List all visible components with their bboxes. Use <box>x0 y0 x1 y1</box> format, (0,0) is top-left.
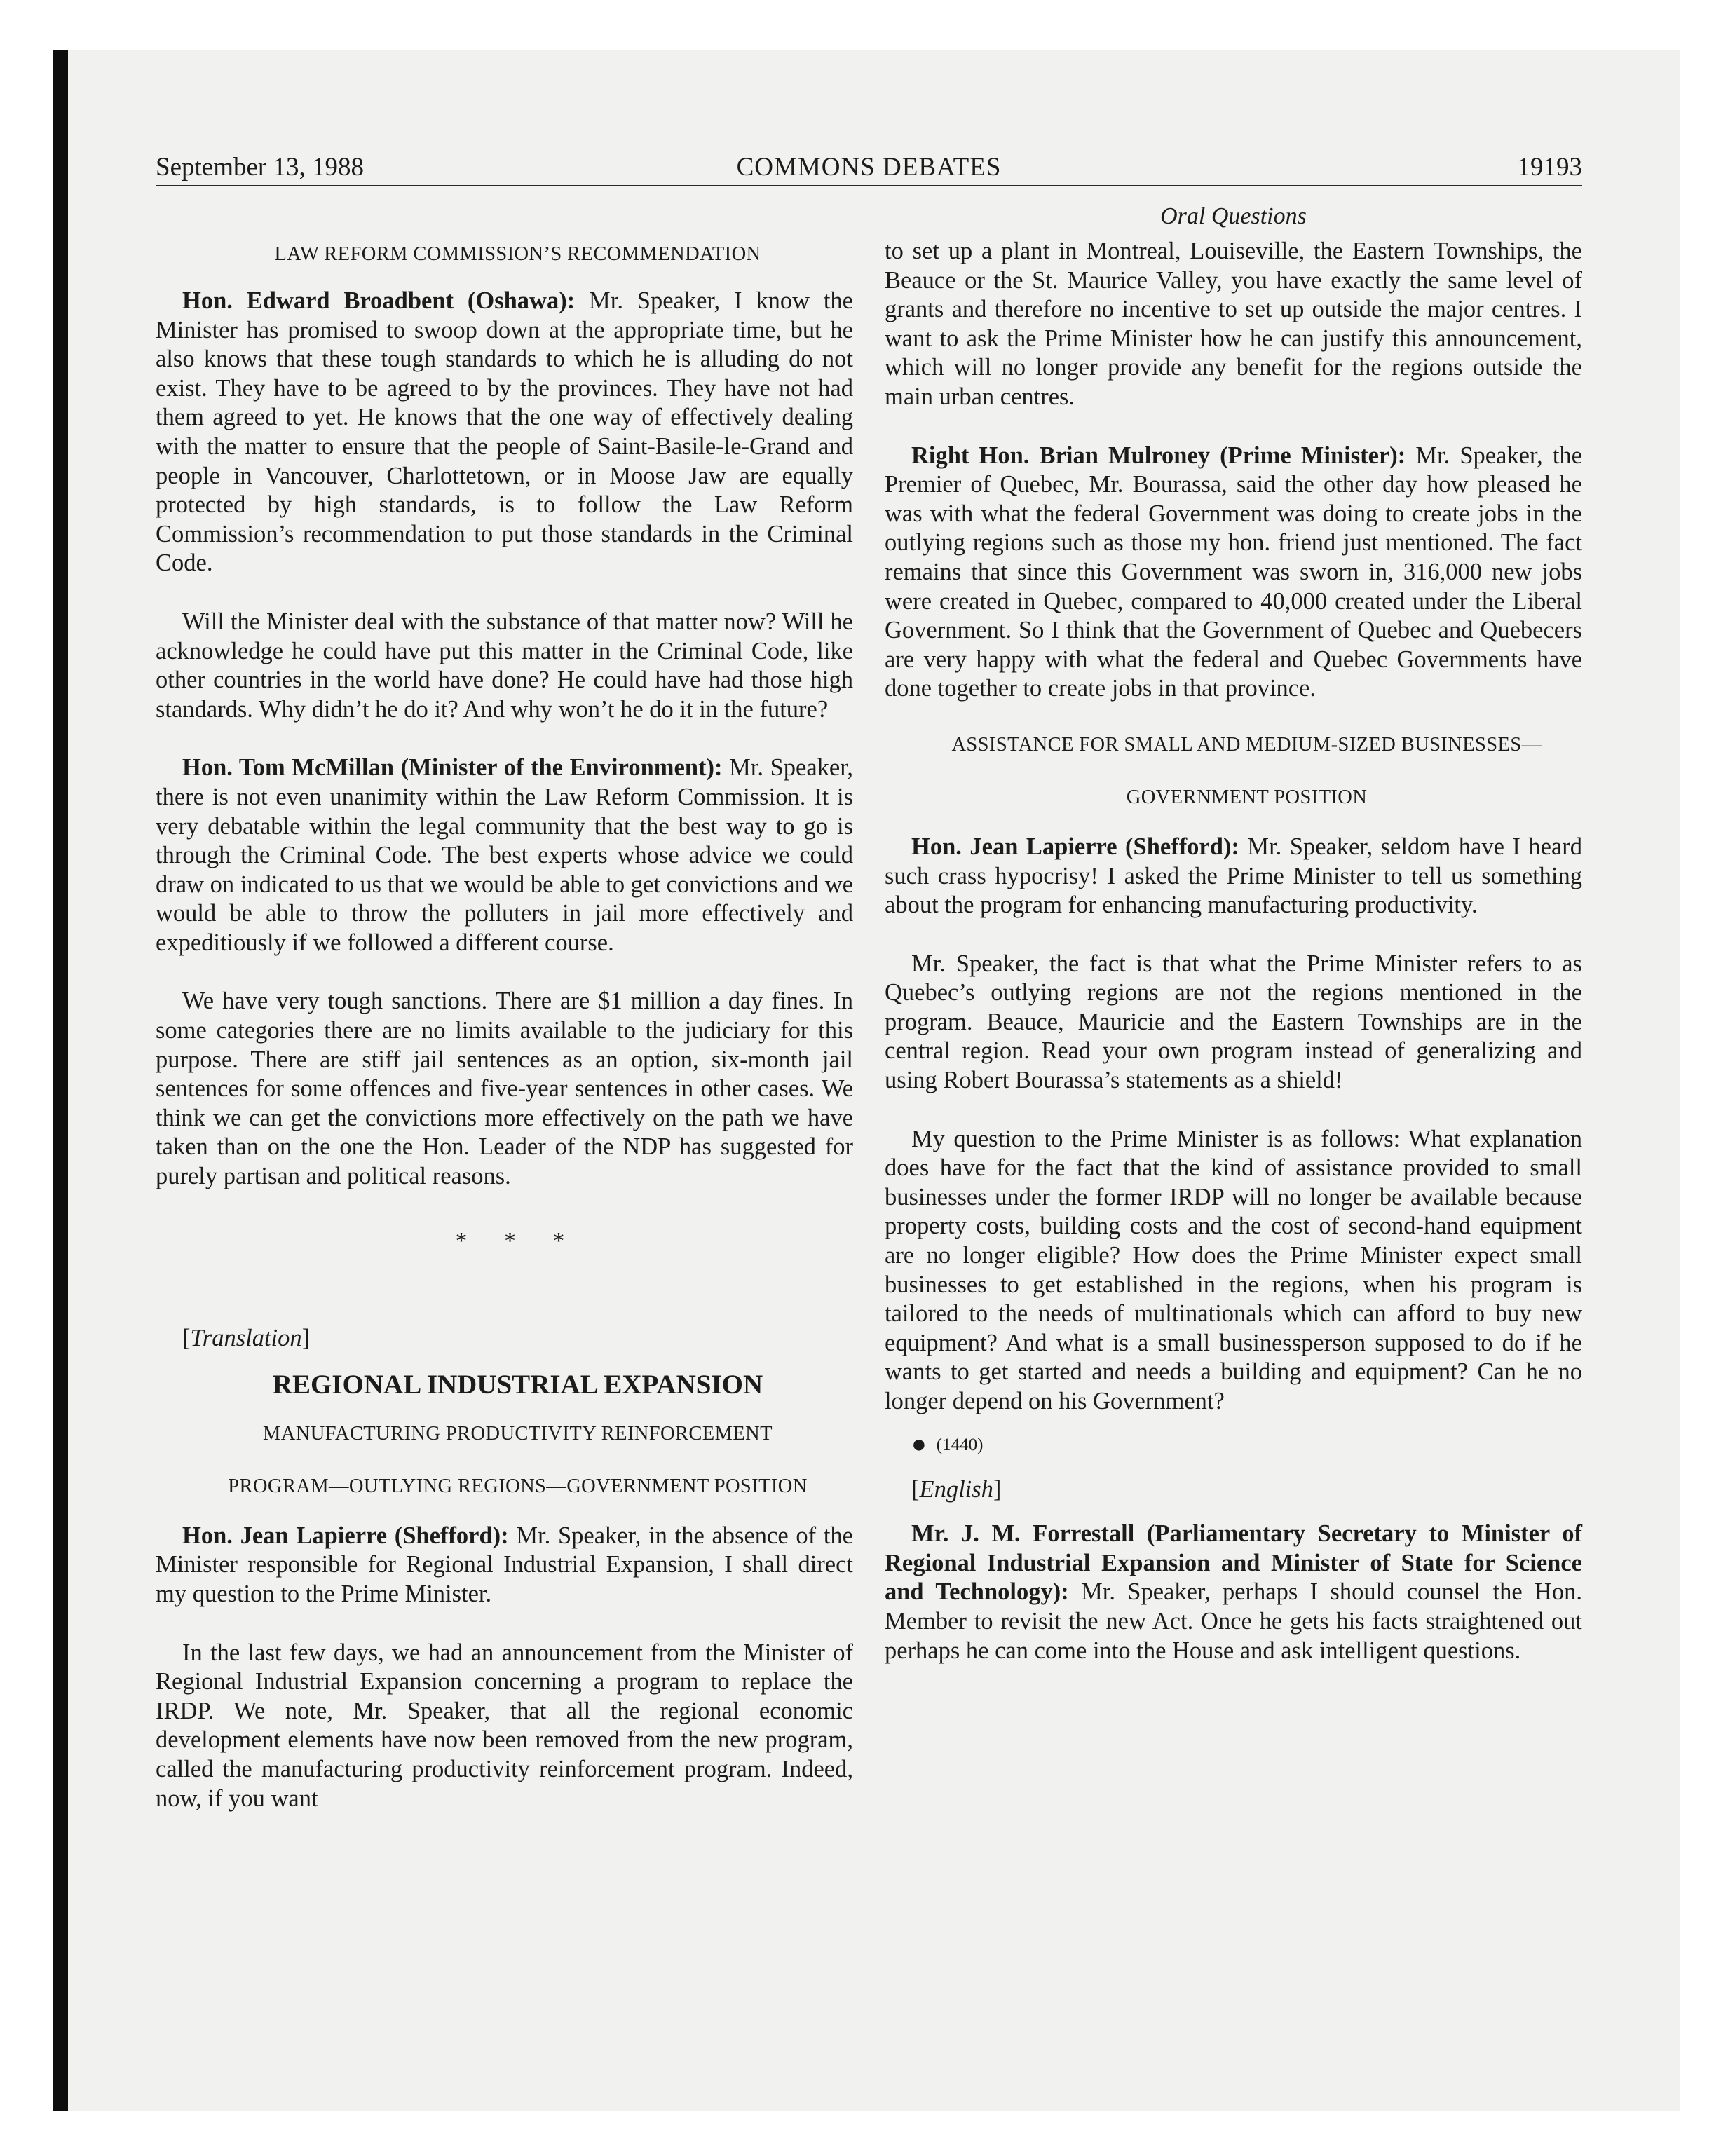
language-marker-translation: [Translation] <box>182 1325 311 1352</box>
paragraph-mcmillan <box>156 753 853 957</box>
speaker-name: Hon. Tom McMillan (Minister of the Environment): <box>182 754 723 782</box>
paragraph-broadbent <box>156 287 853 578</box>
header-publication: COMMONS DEBATES <box>736 153 1002 182</box>
speaker-name: Hon. Edward Broadbent (Oshawa): <box>182 287 576 314</box>
bullet-icon: ● <box>911 1429 927 1458</box>
time-marker: ● (1440) <box>911 1429 984 1458</box>
speaker-name: Hon. Jean Lapierre (Shefford): <box>182 1522 509 1549</box>
section-title-regional: REGIONAL INDUSTRIAL EXPANSION <box>272 1369 763 1400</box>
section-break-stars: * * * <box>455 1227 580 1254</box>
paragraph-outlying-regions: Mr. Speaker, the fact is that what the Prime Minister refers to as Quebec’s outlying regions are not the regions mentioned in the program. Beauce, Mauricie and the Eastern Townships are in the central region. Read your own program instead of generalizing and using Robert Bourassa’s statements as a shield! <box>885 950 1582 1094</box>
paragraph-lapierre-question <box>156 1522 853 1609</box>
scan-left-edge <box>53 50 68 2111</box>
subheading-assistance: ASSISTANCE FOR SMALL AND MEDIUM-SIZED BUSINESSES— GOVERNMENT POSITION <box>951 733 1542 808</box>
header-rule <box>156 185 1582 186</box>
language-marker-english: [English] <box>911 1475 1002 1503</box>
section-running-title: Oral Questions <box>1160 203 1307 229</box>
speech-text: Mr. Speaker, there is not even unanimity within the Law Reform Commission. It is very debatable within the legal community that the best way to go is through the Criminal Code. The best experts whose advice we could draw on indicated to us that we would be able to get convictions and we would be able to throw the polluters in jail more effectively and expeditiously if we followed a different course. <box>156 754 853 956</box>
speech-text: Mr. Speaker, in the absence of the Minister responsible for Regional Industrial Expansion, I shall direct my question to the Prime Minister. <box>156 1522 853 1607</box>
paragraph-lapierre-hypocrisy <box>885 833 1582 920</box>
paragraph-forrestall <box>885 1520 1582 1665</box>
paragraph-irdp-question: My question to the Prime Minister is as follows: What explanation does have for the fact that the kind of assistance provided to small businesses under the former IRDP will no longer be available because property costs, building costs and the cost of second-hand equipment are no longer eligible? How does the Prime Minister expect small businesses to get established in the regions, when his program is tailored to the needs of multinationals which can afford to buy new equipment? And what is a small businessperson supposed to do if he wants to get started and needs a building and equipment? Can he no longer depend on his Government? <box>885 1125 1582 1414</box>
header-page-number: 19193 <box>1517 153 1582 182</box>
speech-text: Mr. Speaker, seldom have I heard such crass hypocrisy! I asked the Prime Minister to tell us something about the program for enhancing manufacturing productivity. <box>885 833 1582 919</box>
subheading-manufacturing: MANUFACTURING PRODUCTIVITY REINFORCEMENT PROGRAM—OUTLYING REGIONS—GOVERNMENT POSITION <box>228 1422 808 1497</box>
speech-text: Mr. Speaker, the Premier of Quebec, Mr. Bourassa, said the other day how pleased he was with what the federal Government was doing to create jobs in the outlying regions such as those my hon. friend just mentioned. The fact remains that since this Government was sworn in, 316,000 new jobs were created in Quebec, compared to 40,000 created under the Liberal Government. So I think that the Government of Quebec and Quebecers are very happy with what the federal and Quebec Governments have done together to create jobs in that province. <box>885 442 1582 702</box>
header-date: September 13, 1988 <box>156 153 364 182</box>
speech-text: Mr. Speaker, I know the Minister has promised to swoop down at the appropriate time, but he also knows that these tough standards to which he is alluding do not exist. They have to be agreed to by the provinces. They have not had them agreed to yet. He knows that the one way of effectively dealing with the matter to ensure that the people of Saint-Basile-le-Grand and people in Vancouver, Charlottetown, or in Moose Jaw are equally protected by high standards, is to follow the Law Reform Commission’s recommendation to put those standards in the Criminal Code. <box>156 287 853 577</box>
speaker-name: Mr. J. M. Forrestall (Parliamentary Secretary to Minister of Regional Industrial Expansion and Minister of State for Science and Technology): <box>885 1520 1582 1606</box>
speaker-name: Hon. Jean Lapierre (Shefford): <box>911 833 1239 860</box>
paragraph-broadbent-followup: Will the Minister deal with the substance of that matter now? Will he acknowledge he could have put this matter in the Criminal Code, like other countries in the world have done? He could have had those high standards. Why didn’t he do it? And why won’t he do it in the future? <box>156 608 853 723</box>
paragraph-sanctions: We have very tough sanctions. There are $1 million a day fines. In some categories there are no limits available to the judiciary for this purpose. There are stiff jail sentences as an option, six-month jail sentences for some offences and five-year sentences in other cases. We think we can get the convictions more effectively on the path we have taken than on the one the Hon. Leader of the NDP has suggested for purely partisan and political reasons. <box>156 988 853 1190</box>
running-header <box>156 150 1582 185</box>
left-column <box>156 237 853 1813</box>
paragraph-lapierre-announcement: In the last few days, we had an announcement from the Minister of Regional Industrial Expansion concerning a program to replace the IRDP. We note, Mr. Speaker, that all the regional economic development elements have now been removed from the new program, called the manufacturing productivity reinforcement program. Indeed, now, if you want <box>156 1639 853 1812</box>
speech-text: Mr. Speaker, perhaps I should counsel the Hon. Member to revisit the new Act. Once he gets his facts straightened out perhaps he can come into the House and ask intelligent questions. <box>885 1578 1582 1664</box>
right-column <box>885 237 1582 1665</box>
speaker-name: Right Hon. Brian Mulroney (Prime Minister): <box>911 442 1406 469</box>
paragraph-mulroney <box>885 442 1582 704</box>
paragraph-continuation: to set up a plant in Montreal, Louiseville, the Eastern Townships, the Beauce or the St. Maurice Valley, you have exactly the same level of grants and therefore no incentive to set up outside the major centres. I want to ask the Prime Minister how he can justify this announcement, which will no longer provide any benefit for the regions outside the main urban centres. <box>885 238 1582 410</box>
heading-law-reform: LAW REFORM COMMISSION’S RECOMMENDATION <box>274 243 761 265</box>
